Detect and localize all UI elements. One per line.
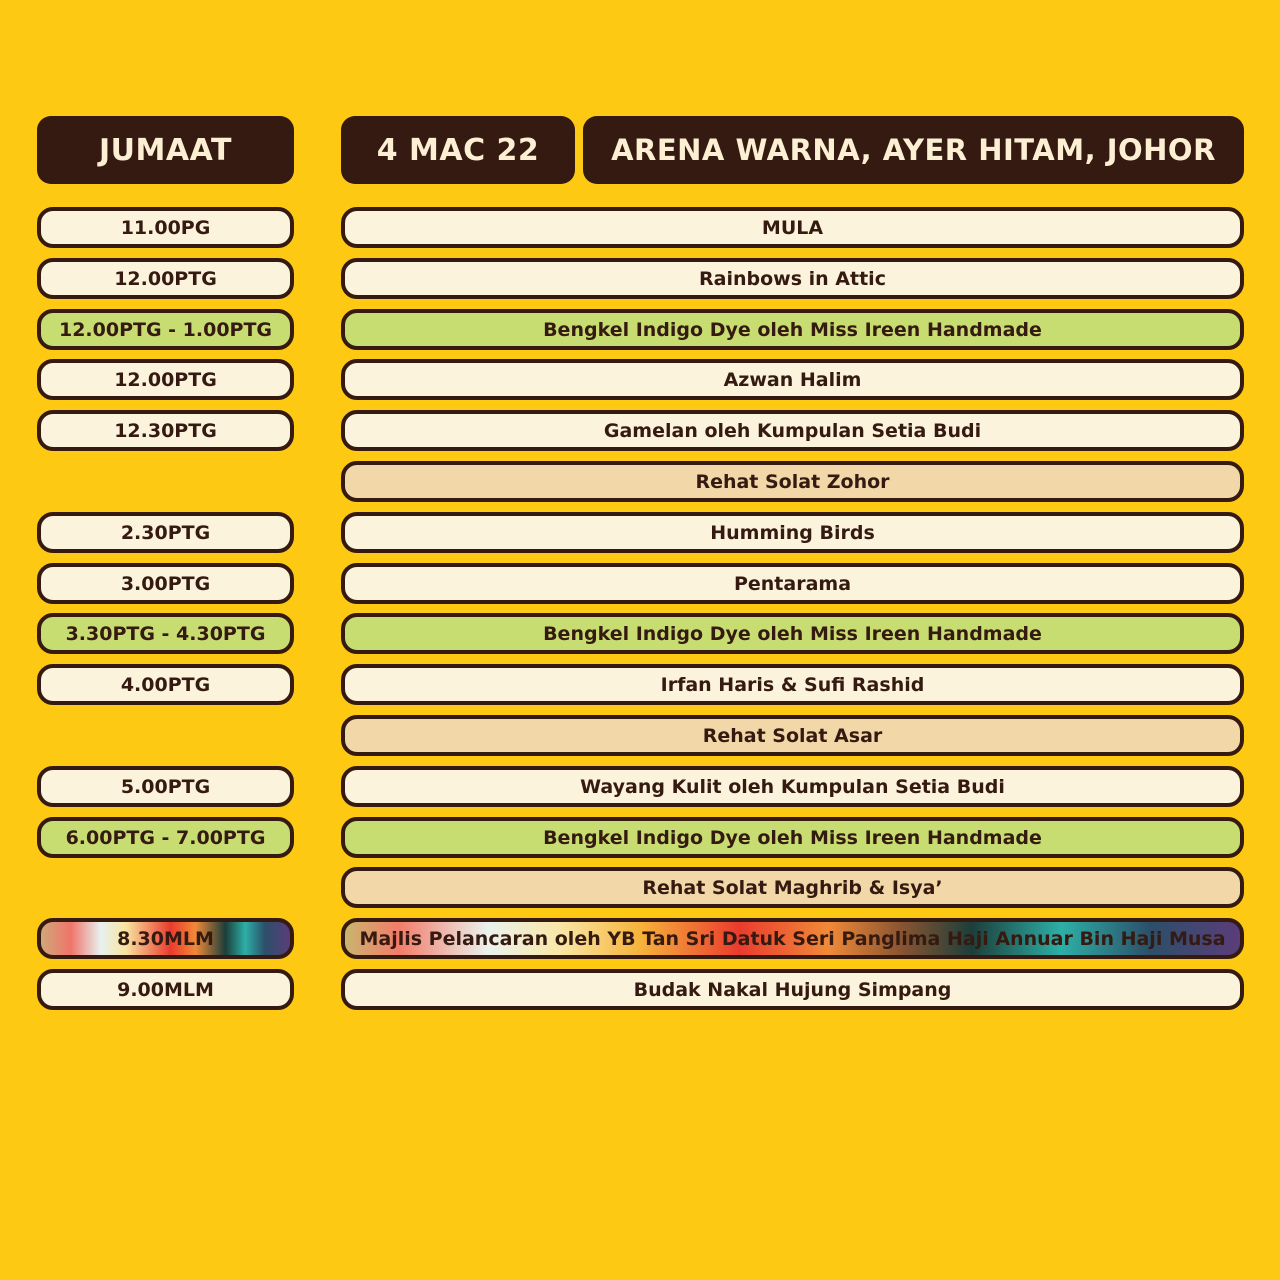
date-header: 4 MAC 22 xyxy=(341,116,575,184)
schedule-event: Rehat Solat Zohor xyxy=(341,461,1244,502)
schedule-event: Rainbows in Attic xyxy=(341,258,1244,299)
venue-header: ARENA WARNA, AYER HITAM, JOHOR xyxy=(583,116,1244,184)
schedule-time: 6.00PTG - 7.00PTG xyxy=(37,817,294,858)
schedule-event: Humming Birds xyxy=(341,512,1244,553)
schedule-event: Rehat Solat Asar xyxy=(341,715,1244,756)
schedule-event: Majlis Pelancaran oleh YB Tan Sri Datuk Seri Panglima Haji Annuar Bin Haji Musa xyxy=(341,918,1244,959)
schedule-event: Pentarama xyxy=(341,563,1244,604)
schedule-time: 9.00MLM xyxy=(37,969,294,1010)
schedule-time: 3.00PTG xyxy=(37,563,294,604)
schedule-event: Irfan Haris & Sufi Rashid xyxy=(341,664,1244,705)
schedule-time: 3.30PTG - 4.30PTG xyxy=(37,613,294,654)
schedule-time: 12.00PTG xyxy=(37,359,294,400)
schedule-event: Gamelan oleh Kumpulan Setia Budi xyxy=(341,410,1244,451)
schedule-event: Bengkel Indigo Dye oleh Miss Ireen Handmade xyxy=(341,613,1244,654)
schedule-event: MULA xyxy=(341,207,1244,248)
schedule-event: Bengkel Indigo Dye oleh Miss Ireen Handmade xyxy=(341,309,1244,350)
schedule-time: 2.30PTG xyxy=(37,512,294,553)
schedule-event: Azwan Halim xyxy=(341,359,1244,400)
schedule-time: 8.30MLM xyxy=(37,918,294,959)
schedule-time: 12.00PTG - 1.00PTG xyxy=(37,309,294,350)
day-header: JUMAAT xyxy=(37,116,294,184)
schedule-event: Wayang Kulit oleh Kumpulan Setia Budi xyxy=(341,766,1244,807)
schedule-time: 11.00PG xyxy=(37,207,294,248)
schedule-event: Bengkel Indigo Dye oleh Miss Ireen Handmade xyxy=(341,817,1244,858)
schedule-time: 12.00PTG xyxy=(37,258,294,299)
schedule-event: Budak Nakal Hujung Simpang xyxy=(341,969,1244,1010)
schedule-event: Rehat Solat Maghrib & Isya’ xyxy=(341,867,1244,908)
schedule-time: 4.00PTG xyxy=(37,664,294,705)
schedule-time: 5.00PTG xyxy=(37,766,294,807)
schedule-time: 12.30PTG xyxy=(37,410,294,451)
